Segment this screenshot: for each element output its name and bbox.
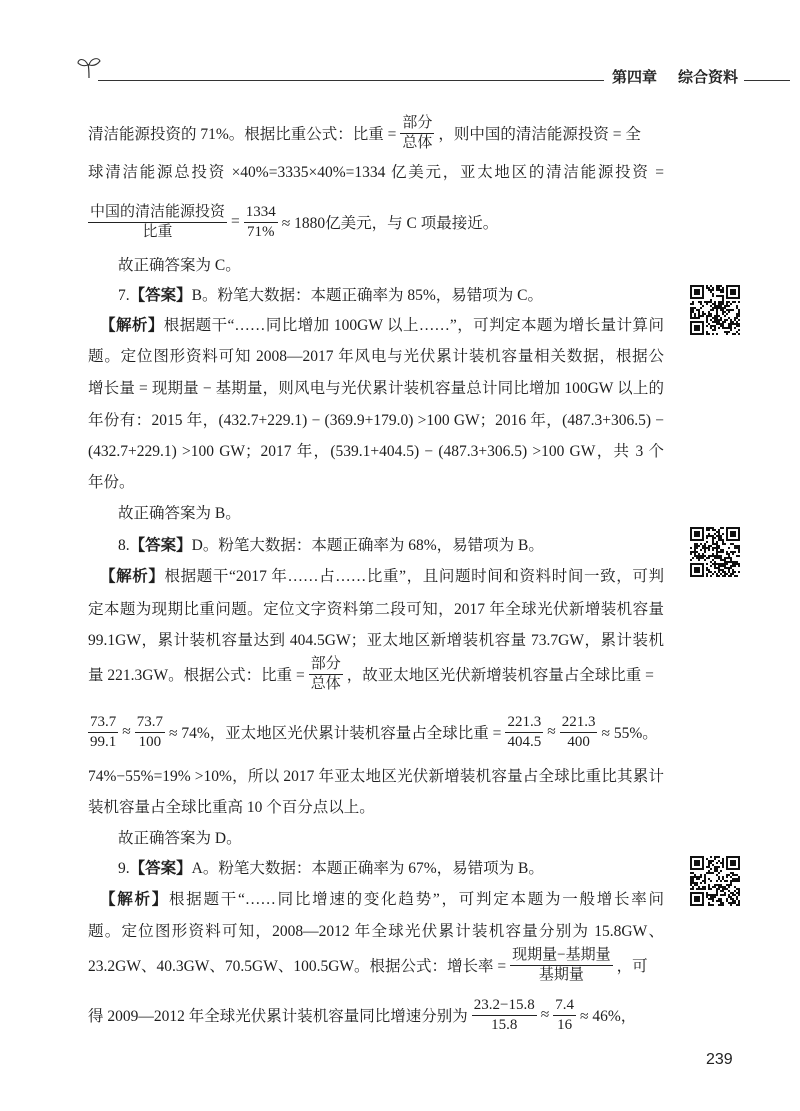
answer-line — [118, 857, 664, 881]
text-segment: ≈ 55%。 — [601, 725, 658, 742]
analysis-line — [100, 888, 664, 912]
analysis-tag: 【解析】 — [100, 317, 164, 334]
question-number: 8. — [118, 537, 130, 554]
analysis-tag: 【解析】 — [100, 891, 169, 908]
text-line: 装机容量占全球比重高 10 个百分点以上。 — [88, 799, 375, 816]
text-line — [88, 942, 664, 988]
text-segment: 清洁能源投资的 71%。根据比重公式：比重 = — [88, 126, 397, 143]
answer-text: B。粉笔大数据：本题正确率为 85%，易错项为 C。 — [191, 287, 543, 304]
fraction — [309, 655, 343, 694]
section-label: 综合资料 — [678, 69, 739, 86]
text-line: 年份。 — [88, 474, 135, 491]
text-line: 年份有：2015 年，(432.7+229.1) − (369.9+179.0) >100 GW；2016 年，(487.3+306.5) − — [88, 412, 664, 429]
approx-sign: ≈ — [547, 723, 556, 740]
chapter-label: 第四章 — [612, 69, 658, 86]
fraction-numerator: 部分 — [310, 655, 341, 672]
fraction-numerator: 221.3 — [561, 713, 596, 730]
fraction-denominator: 400 — [567, 733, 590, 750]
fraction-denominator: 比重 — [142, 223, 173, 240]
header-rule — [98, 80, 604, 81]
fraction-denominator: 100 — [138, 733, 162, 750]
fraction — [560, 713, 598, 752]
fraction-numerator: 部分 — [402, 114, 433, 131]
fraction-denominator: 71% — [247, 223, 275, 240]
page-number: 239 — [706, 1051, 733, 1068]
fraction — [505, 713, 543, 752]
fraction-numerator: 73.7 — [136, 713, 164, 730]
text-segment: ，故亚太地区光伏新增装机容量占全球比重 = — [346, 667, 654, 684]
answer-line — [118, 284, 664, 308]
text-segment: ≈ 74%，亚太地区光伏累计装机容量占全球比重 = — [169, 725, 502, 742]
question-number: 9. — [118, 860, 130, 877]
answer-text: A。粉笔大数据：本题正确率为 67%，易错项为 B。 — [191, 860, 544, 877]
answer-tag: 【答案】 — [129, 537, 192, 554]
fraction-denominator: 15.8 — [491, 1016, 518, 1033]
qr-code — [690, 856, 740, 906]
conclusion-line: 故正确答案为 B。 — [118, 505, 241, 522]
fraction-denominator: 16 — [557, 1016, 573, 1033]
analysis-text: 根据题干“……同比增速的变化趋势”，可判定本题为一般增长率问 — [169, 891, 664, 908]
fraction-numerator: 221.3 — [507, 713, 542, 730]
answer-tag: 【答案】 — [129, 860, 192, 877]
text-segment: ≈ 46%， — [580, 1008, 637, 1025]
text-line — [88, 199, 664, 245]
fraction-denominator: 基期量 — [538, 966, 584, 983]
conclusion-line: 故正确答案为 C。 — [118, 257, 241, 274]
fraction — [510, 946, 612, 985]
text-segment: 23.2GW、40.3GW、70.5GW、100.5GW。根据公式：增长率 = — [88, 958, 507, 975]
analysis-line — [100, 565, 664, 589]
text-line — [88, 651, 664, 697]
text-line: 题。定位图形资料可知 2008—2017 年风电与光伏累计装机容量相关数据，根据公 — [88, 348, 664, 365]
analysis-text: 根据题干“2017 年……占……比重”，且问题时间和资料时间一致，可判 — [164, 568, 664, 585]
text-line: 定本题为现期比重问题。定位文字资料第二段可知，2017 年全球光伏新增装机容量 — [88, 601, 664, 618]
analysis-tag: 【解析】 — [100, 568, 165, 585]
approx-sign: ≈ — [540, 1006, 550, 1023]
fraction-denominator: 总体 — [310, 675, 341, 692]
text-line — [88, 709, 664, 755]
text-line: 球清洁能源总投资 ×40%=3335×40%=1334 亿美元，亚太地区的清洁能源投资 = — [88, 164, 664, 181]
fraction — [88, 203, 227, 242]
text-line: 题。定位图形资料可知，2008—2012 年全球光伏累计装机容量分别为 15.8GW、 — [88, 923, 664, 940]
analysis-text: 根据题干“……同比增加 100GW 以上……”，可判定本题为增长量计算问 — [163, 317, 664, 334]
fraction-denominator: 404.5 — [507, 733, 542, 750]
fraction-denominator: 99.1 — [90, 733, 117, 750]
fraction-numerator: 中国的清洁能源投资 — [90, 203, 226, 220]
fraction-denominator: 总体 — [402, 134, 433, 151]
fraction-numerator: 73.7 — [90, 713, 117, 730]
answer-line — [118, 534, 664, 558]
fraction — [88, 713, 118, 752]
fraction — [400, 114, 434, 153]
text-segment: 得 2009—2012 年全球光伏累计装机容量同比增速分别为 — [88, 1008, 468, 1025]
equals-sign: = — [231, 213, 240, 230]
text-segment: 量 221.3GW。根据公式：比重 = — [88, 667, 305, 684]
qr-code — [690, 285, 740, 335]
fraction — [135, 713, 165, 752]
fraction-numerator: 23.2−15.8 — [473, 996, 535, 1013]
qr-code — [690, 527, 740, 577]
sprout-icon — [76, 53, 102, 79]
text-line: 74%−55%=19% >10%，所以 2017 年亚太地区光伏新增装机容量占全球比重比其累计 — [88, 768, 664, 785]
fraction-numerator: 7.4 — [555, 996, 574, 1013]
text-segment: ≈ 1880亿美元，与 C 项最接近。 — [281, 215, 499, 232]
answer-text: D。粉笔大数据：本题正确率为 68%，易错项为 B。 — [191, 537, 544, 554]
header-rule-end — [744, 80, 790, 81]
conclusion-line: 故正确答案为 D。 — [118, 830, 242, 847]
text-segment: ，则中国的清洁能源投资 = 全 — [438, 126, 641, 143]
approx-sign: ≈ — [122, 723, 131, 740]
fraction-numerator: 现期量−基期量 — [512, 946, 611, 963]
text-line — [88, 110, 664, 156]
text-segment: ，可 — [616, 958, 648, 975]
question-number: 7. — [118, 287, 130, 304]
fraction-numerator: 1334 — [245, 203, 276, 220]
fraction — [244, 203, 278, 242]
fraction — [553, 996, 576, 1035]
text-line: 增长量 = 现期量 − 基期量，则风电与光伏累计装机容量总计同比增加 100GW 以上的 — [88, 380, 664, 397]
analysis-line — [100, 314, 664, 338]
answer-tag: 【答案】 — [129, 287, 192, 304]
text-line — [88, 992, 664, 1038]
fraction — [472, 996, 537, 1035]
text-line: (432.7+229.1) >100 GW；2017 年，(539.1+404.5) − (487.3+306.5) >100 GW，共 3 个 — [88, 443, 664, 460]
text-line: 99.1GW，累计装机容量达到 404.5GW；亚太地区新增装机容量 73.7GW，累计装机 — [88, 632, 664, 649]
